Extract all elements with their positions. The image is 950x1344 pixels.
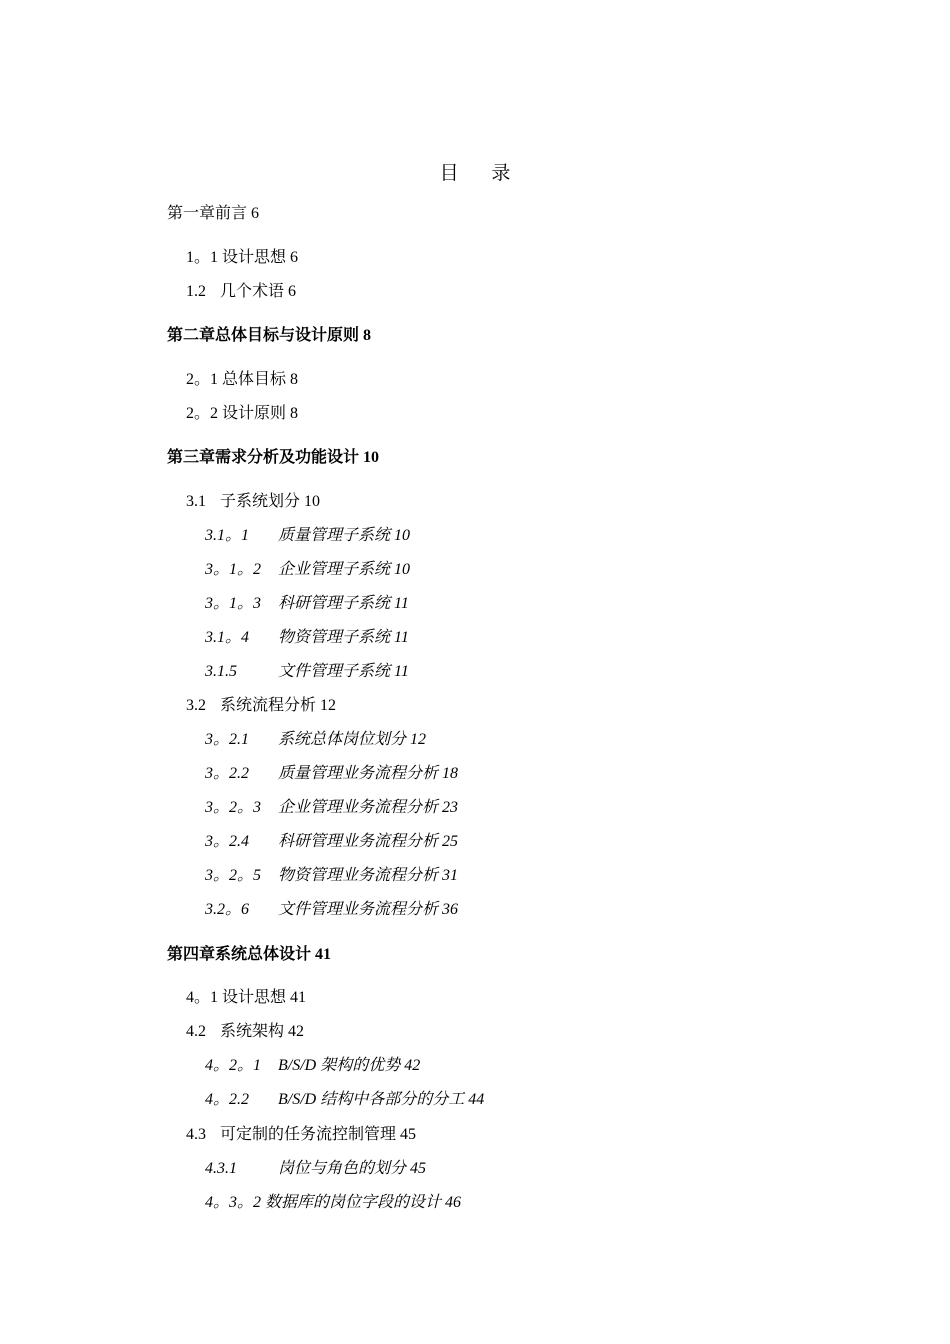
toc-entry-number: 4.3 — [186, 1126, 206, 1143]
toc-section-4-3[interactable] — [186, 1125, 416, 1145]
toc-entry-number: 3。2.1 — [205, 731, 250, 748]
toc-subsection-4-2-2[interactable] — [205, 1090, 484, 1110]
toc-subsection-3-2-5[interactable] — [205, 866, 458, 886]
toc-subsection-3-2-2[interactable] — [205, 764, 458, 784]
toc-subsection-4-3-1[interactable] — [205, 1159, 426, 1179]
toc-entry-number: 1.2 — [186, 283, 206, 300]
toc-entry-text: 系统总体岗位划分 12 — [278, 731, 427, 748]
toc-title: 目 录 — [439, 163, 525, 184]
toc-entry-number: 3.1。1 — [205, 527, 250, 544]
toc-entry-text: 科研管理子系统 11 — [278, 595, 409, 612]
toc-chapter-1[interactable] — [167, 204, 259, 224]
toc-entry-number: 4。2.2 — [205, 1091, 250, 1108]
toc-entry-text: 4。3。2 数据库的岗位字段的设计 46 — [205, 1194, 462, 1211]
toc-subsection-3-1-4[interactable] — [205, 628, 409, 648]
toc-entry-text: B/S/D 架构的优势 42 — [278, 1057, 421, 1074]
toc-entry-text: 可定制的任务流控制管理 45 — [220, 1126, 417, 1143]
toc-entry-number: 3.1。4 — [205, 629, 250, 646]
toc-chapter-3[interactable] — [167, 448, 379, 468]
toc-entry-number: 4.3.1 — [205, 1160, 237, 1177]
toc-entry-number: 3.1.5 — [205, 663, 237, 680]
toc-entry-text: 物资管理子系统 11 — [278, 629, 409, 646]
toc-entry-number: 4。2。1 — [205, 1057, 262, 1074]
toc-entry-text: 科研管理业务流程分析 25 — [278, 833, 459, 850]
toc-entry-number: 3。2。3 — [205, 799, 262, 816]
toc-entry-text: 2。1 总体目标 8 — [186, 371, 299, 388]
toc-section-4-1[interactable] — [186, 988, 306, 1008]
toc-entry-number: 3。1。2 — [205, 561, 262, 578]
toc-entry-text: 第一章前言 6 — [167, 205, 260, 222]
toc-entry-text: 企业管理业务流程分析 23 — [278, 799, 459, 816]
toc-subsection-3-1-1[interactable] — [205, 526, 410, 546]
toc-entry-text: 2。2 设计原则 8 — [186, 405, 299, 422]
toc-subsection-3-1-3[interactable] — [205, 594, 409, 614]
toc-subsection-3-2-4[interactable] — [205, 832, 458, 852]
toc-section-1-2[interactable] — [186, 282, 296, 302]
toc-entry-number: 3。1。3 — [205, 595, 262, 612]
toc-entry-number: 3.1 — [186, 493, 206, 510]
toc-entry-text: 文件管理子系统 11 — [278, 663, 409, 680]
toc-section-2-1[interactable] — [186, 370, 298, 390]
toc-entry-number: 3.2。6 — [205, 901, 250, 918]
toc-entry-number: 4.2 — [186, 1023, 206, 1040]
toc-entry-text: 系统架构 42 — [220, 1023, 305, 1040]
toc-chapter-2[interactable] — [167, 326, 371, 346]
toc-entry-text: 系统流程分析 12 — [220, 697, 337, 714]
toc-entry-number: 3。2.2 — [205, 765, 250, 782]
toc-subsection-3-2-1[interactable] — [205, 730, 426, 750]
toc-section-2-2[interactable] — [186, 404, 298, 424]
toc-subsection-3-2-6[interactable] — [205, 900, 458, 920]
toc-subsection-4-2-1[interactable] — [205, 1056, 420, 1076]
toc-chapter-4[interactable] — [167, 945, 331, 965]
toc-section-3-1[interactable] — [186, 492, 320, 512]
toc-entry-text: 物资管理业务流程分析 31 — [278, 867, 459, 884]
toc-section-3-2[interactable] — [186, 696, 336, 716]
toc-section-1-1[interactable] — [186, 248, 298, 268]
toc-entry-text: 4。1 设计思想 41 — [186, 989, 307, 1006]
toc-entry-text: 第三章需求分析及功能设计 10 — [167, 449, 380, 466]
toc-entry-text: 文件管理业务流程分析 36 — [278, 901, 459, 918]
toc-subsection-3-1-2[interactable] — [205, 560, 410, 580]
toc-entry-text: 第二章总体目标与设计原则 8 — [167, 327, 372, 344]
toc-entry-number: 3。2。5 — [205, 867, 262, 884]
toc-entry-text: 岗位与角色的划分 45 — [278, 1160, 427, 1177]
toc-entry-text: 子系统划分 10 — [220, 493, 321, 510]
toc-subsection-3-1-5[interactable] — [205, 662, 409, 682]
toc-entry-text: 企业管理子系统 10 — [278, 561, 411, 578]
toc-entry-number: 3.2 — [186, 697, 206, 714]
toc-section-4-2[interactable] — [186, 1022, 304, 1042]
toc-entry-text: 1。1 设计思想 6 — [186, 249, 299, 266]
toc-entry-number: 3。2.4 — [205, 833, 250, 850]
toc-entry-text: 质量管理业务流程分析 18 — [278, 765, 459, 782]
toc-entry-text: B/S/D 结构中各部分的分工 44 — [278, 1091, 485, 1108]
toc-entry-text: 几个术语 6 — [220, 283, 297, 300]
toc-subsection-4-3-2[interactable] — [205, 1193, 461, 1213]
toc-entry-text: 第四章系统总体设计 41 — [167, 946, 332, 963]
toc-entry-text: 质量管理子系统 10 — [278, 527, 411, 544]
toc-subsection-3-2-3[interactable] — [205, 798, 458, 818]
